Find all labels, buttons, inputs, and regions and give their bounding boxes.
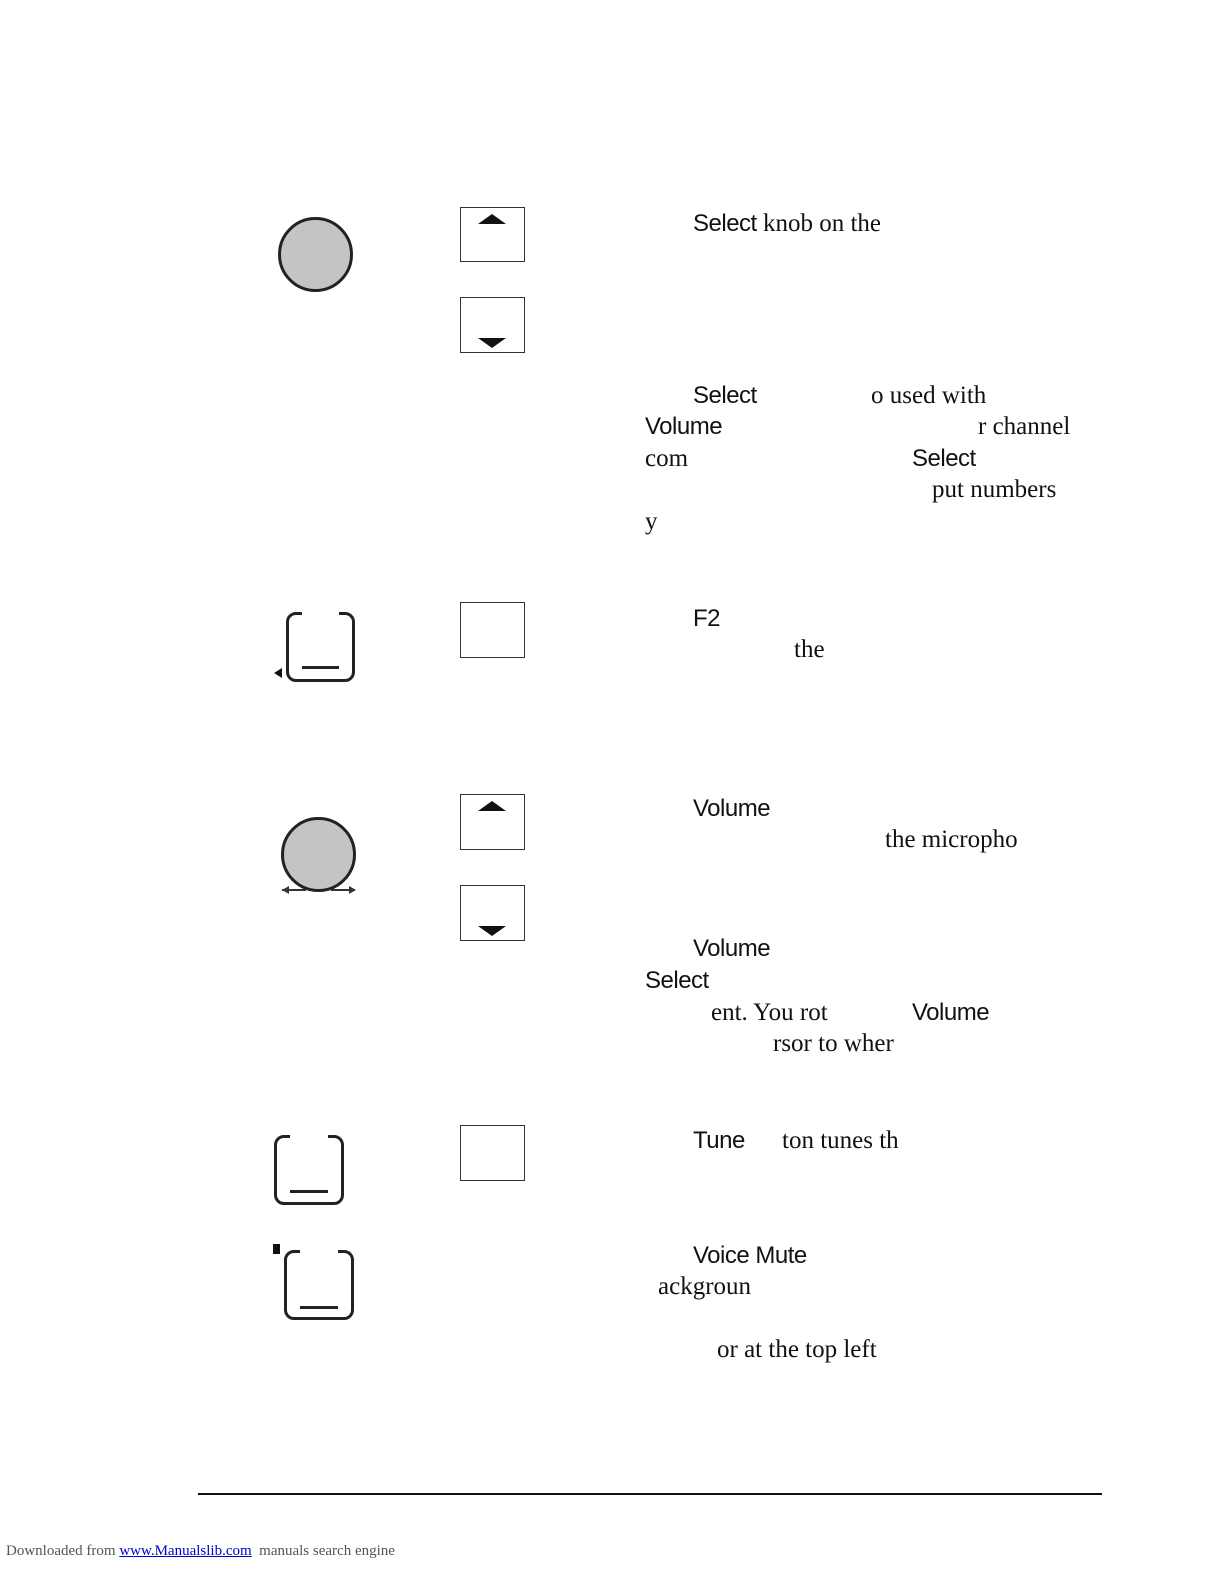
left-arrowhead-icon bbox=[282, 886, 289, 894]
footer-suffix: manuals search engine bbox=[251, 1543, 395, 1559]
up-arrow-icon bbox=[478, 214, 506, 224]
select-key-name: Select bbox=[693, 210, 757, 237]
section3-para-key1: Volume bbox=[693, 935, 771, 962]
footer-prefix: Downloaded from bbox=[6, 1543, 120, 1559]
left-pointer-icon bbox=[274, 668, 282, 678]
volume-up-softkey[interactable] bbox=[460, 794, 525, 850]
indicator-led-icon bbox=[273, 1244, 280, 1254]
voice-mute-key-name: Voice Mute bbox=[693, 1242, 807, 1269]
section1-para-key3: Select bbox=[912, 445, 976, 472]
volume-key-name: Volume bbox=[693, 795, 771, 822]
section1-para-key1: Select bbox=[693, 382, 757, 409]
section1-para-text2: r channel bbox=[978, 413, 1071, 440]
volume-down-softkey[interactable] bbox=[460, 885, 525, 941]
section5-line3-text: or at the top left bbox=[717, 1336, 877, 1363]
select-knob-icon bbox=[278, 217, 353, 292]
section3-para-key3: Volume bbox=[912, 999, 990, 1026]
f2-key-name: F2 bbox=[693, 605, 721, 632]
tune-softkey[interactable] bbox=[460, 1125, 525, 1181]
footer-credit bbox=[6, 1543, 395, 1560]
section3-para-text3: ent. You rot bbox=[711, 999, 828, 1026]
right-arrowhead-icon bbox=[349, 886, 356, 894]
section1-para-text5: y bbox=[645, 508, 658, 535]
section1-line1 bbox=[693, 209, 881, 239]
f2-key-icon bbox=[286, 612, 355, 682]
tune-key-name: Tune bbox=[693, 1127, 745, 1154]
down-arrow-icon bbox=[478, 926, 506, 936]
section1-para-text3: com bbox=[645, 445, 689, 472]
down-arrow-icon bbox=[478, 338, 506, 348]
section2-line2-text: the bbox=[794, 636, 825, 663]
select-down-softkey[interactable] bbox=[460, 297, 525, 353]
f2-softkey[interactable] bbox=[460, 602, 525, 658]
voice-mute-key-icon bbox=[284, 1250, 354, 1320]
volume-knob-icon bbox=[281, 817, 356, 892]
up-arrow-icon bbox=[478, 801, 506, 811]
section1-para-text1: o used with bbox=[871, 382, 987, 409]
section1-para-text4: put numbers bbox=[932, 476, 1057, 503]
section1-line1-text: knob on the bbox=[756, 210, 881, 237]
section4-line1-text: ton tunes th bbox=[782, 1127, 899, 1154]
tune-key-icon bbox=[274, 1135, 344, 1205]
section3-line2-text: the micropho bbox=[885, 826, 1018, 853]
section3-para-key2: Select bbox=[645, 967, 709, 994]
section3-para-text4: rsor to wher bbox=[773, 1030, 894, 1057]
manualslib-link[interactable]: www.Manualslib.com bbox=[119, 1543, 252, 1559]
select-up-softkey[interactable] bbox=[460, 207, 525, 262]
footer-rule bbox=[198, 1493, 1102, 1495]
section5-line2-text: ackgroun bbox=[658, 1273, 752, 1300]
section1-para-key2: Volume bbox=[645, 413, 723, 440]
